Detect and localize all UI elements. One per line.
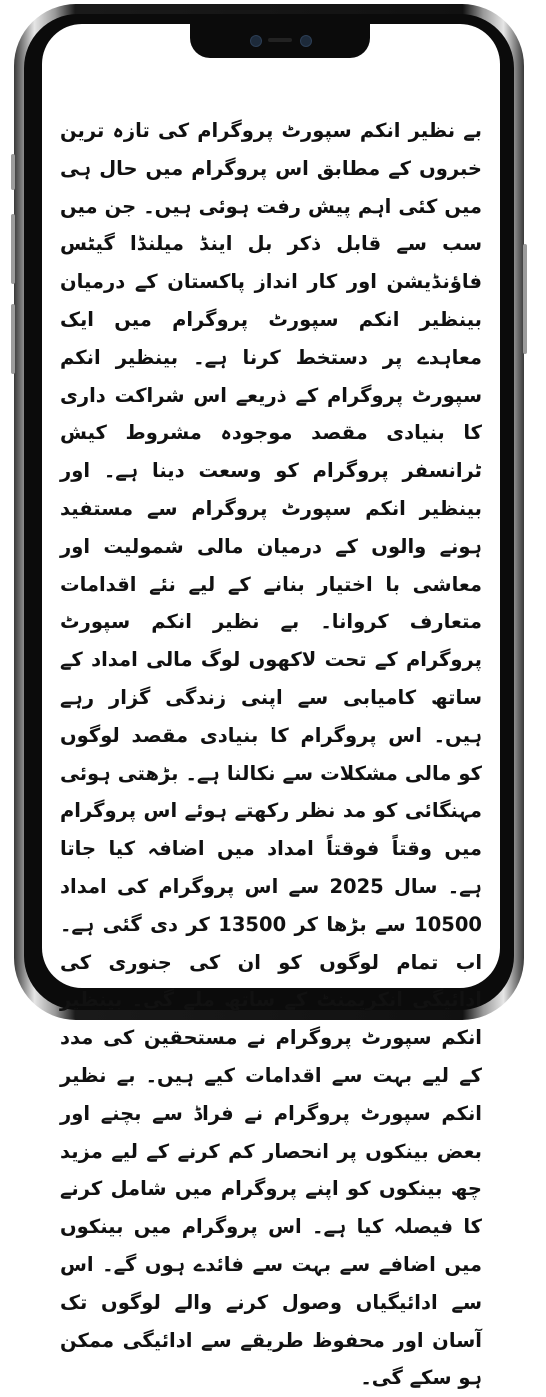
volume-down-button — [11, 304, 15, 374]
earpiece-speaker — [268, 38, 292, 42]
power-button — [523, 244, 527, 354]
front-camera-icon — [250, 35, 262, 47]
notch — [190, 24, 370, 58]
mute-switch — [11, 154, 15, 190]
article-paragraph: بے نظیر انکم سپورٹ پروگرام کی تازہ ترین خبروں کے مطابق اس پروگرام میں حال ہی میں کئی اہم پیش رفت ہوئی ہیں۔ جن میں سب سے قابل ذکر بل اینڈ میلنڈا گیٹس فاؤنڈیشن اور کار انداز پاکستان کے درمیان بینظیر انکم سپورٹ پروگرام میں ایک معاہدے پر دستخط کرنا ہے۔ بینظیر انکم سپورٹ پروگرام کے ذریعے اس شراکت داری کا بنیادی مقصد موجودہ مشروط کیش ٹرانسفر پروگرام کو وسعت دینا ہے۔ اور بینظیر انکم سپورٹ پروگرام سے مستفید ہونے والوں کے درمیان مالی شمولیت اور معاشی با اختیار بنانے کے لیے نئے اقدامات متعارف کروانا۔ بے نظیر انکم سپورٹ پروگرام کے تحت لاکھوں لوگ مالی امداد کے ساتھ کامیابی سے اپنی زندگی گزار رہے ہیں۔ اس پروگرام کا بنیادی مقصد لوگوں کو مالی مشکلات سے نکالنا ہے۔ بڑھتی ہوئی مہنگائی کو مد نظر رکھتے ہوئے اس پروگرام میں وقتاً فوقتاً امداد میں اضافہ کیا جاتا ہے۔ سال 2025 سے اس پروگرام کی امداد 10500 سے بڑھا کر 13500 کر دی گئی ہے۔ اب تمام لوگوں کو ان کی جنوری کی ادائیگی انکریمنٹ کے ساتھ ملے گی۔ بینظیر انکم سپورٹ پروگرام نے مستحقین کی مدد کے لیے بہت سے اقدامات کیے ہیں۔ بے نظیر انکم سپورٹ پروگرام نے فراڈ سے بچنے اور بعض بینکوں پر انحصار کم کرنے کے لیے مزید چھ بینکوں کو اپنے پروگرام میں شامل کرنے کا فیصلہ کیا ہے۔ اس پروگرام میں بینکوں میں اضافے سے بہت سے فائدے ہوں گے۔ اس سے ادائیگیاں وصول کرنے والے لوگوں تک آسان اور محفوظ طریقے سے ادائیگی ممکن ہو سکے گی۔ — [60, 119, 482, 1390]
volume-up-button — [11, 214, 15, 284]
sensor-icon — [300, 35, 312, 47]
article-body — [60, 112, 482, 1397]
phone-screen[interactable] — [42, 24, 500, 1390]
